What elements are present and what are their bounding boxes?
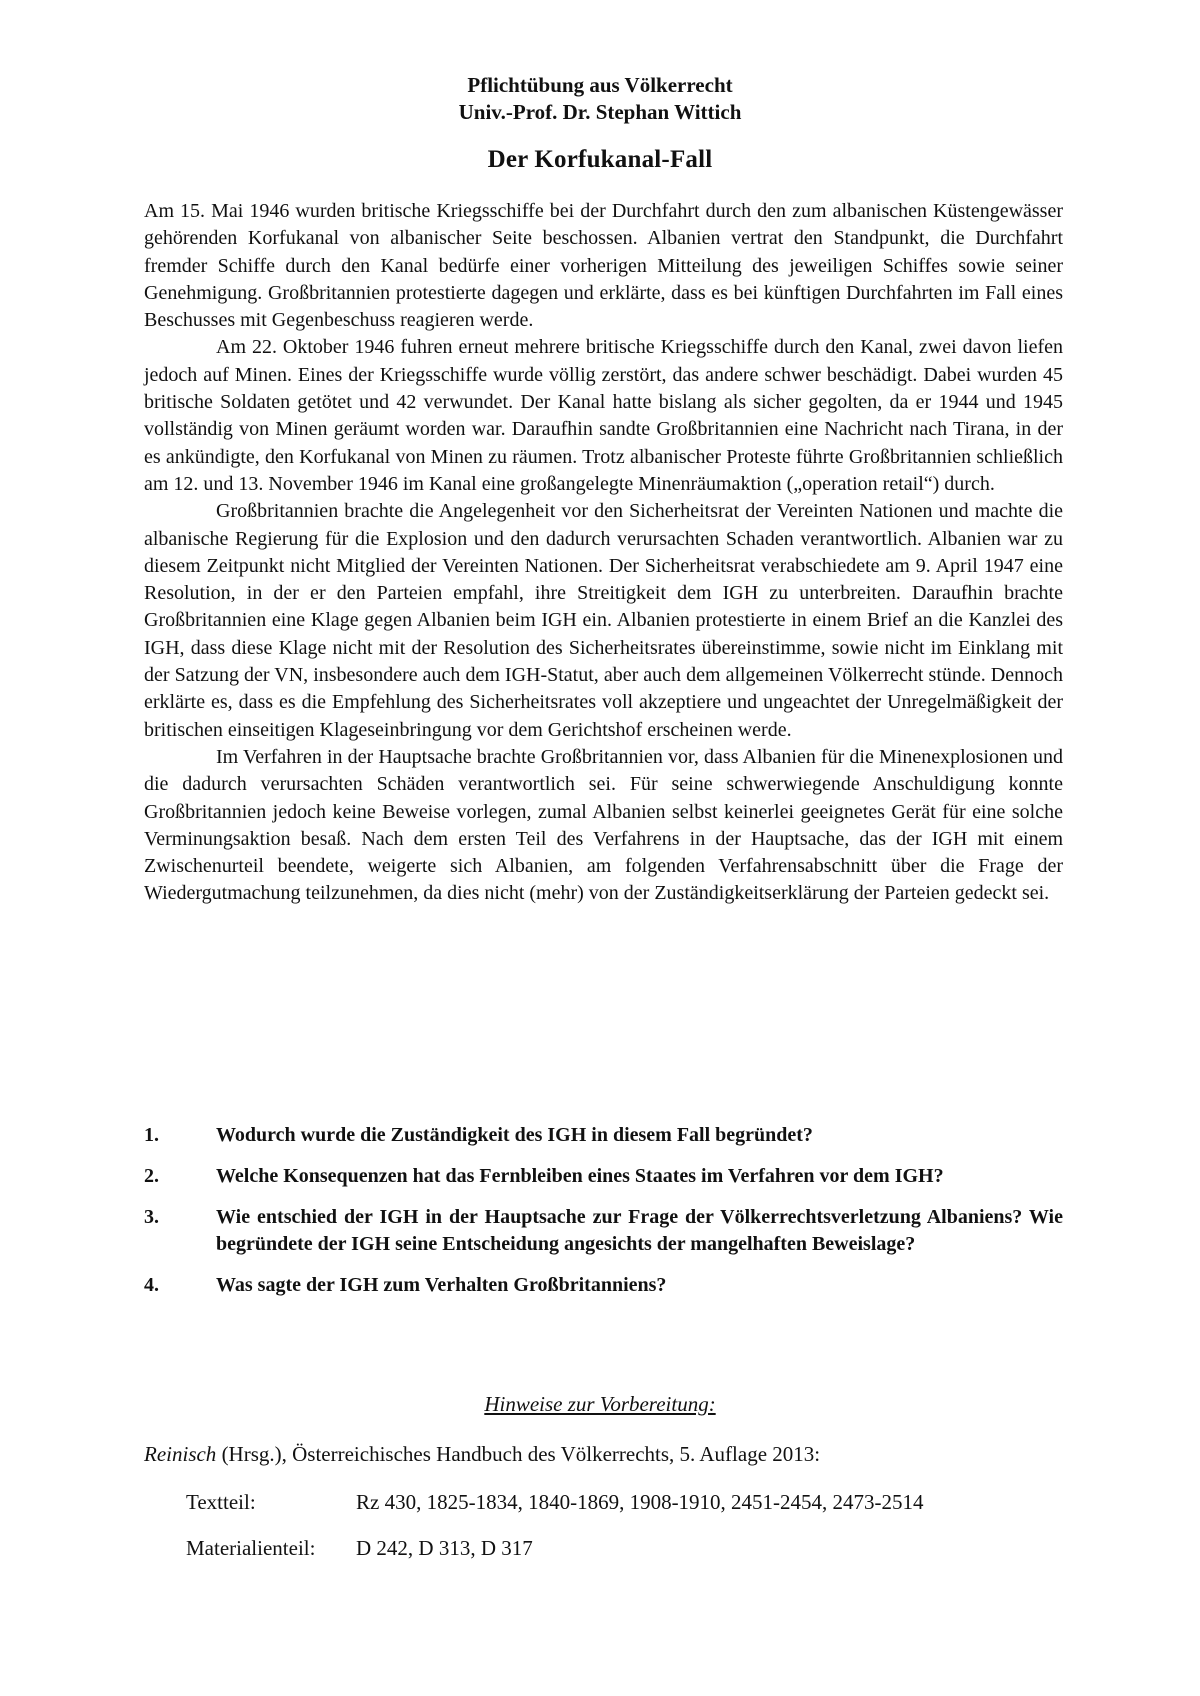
reference-row	[186, 1490, 924, 1515]
course-title: Pflichtübung aus Völkerrecht	[467, 73, 733, 97]
hints-heading: Hinweise zur Vorbereitung:	[484, 1392, 716, 1416]
question-text: Welche Konsequenzen hat das Fernbleiben eines Staates im Verfahren vor dem IGH?	[216, 1165, 944, 1187]
question-number: 4.	[144, 1274, 159, 1296]
reference-row-label: Materialienteil:	[186, 1536, 316, 1560]
case-title: Der Korfukanal-Fall	[487, 146, 713, 173]
paragraph: Großbritannien brachte die Angelegenheit vor den Sicherheitsrat der Vereinten Nationen und machte die albanische Regierung für die Explosion und den dadurch verursachten Schaden verantwortlich. Albanien war zu diesem Zeitpunkt nicht Mitglied der Vereinten Nationen. Der Sicherheitsrat verabschiedete am 9. April 1947 eine Resolution, in der er den Parteien empfahl, ihre Streitigkeit dem IGH zu unterbreiten. Daraufhin brachte Großbritannien eine Klage gegen Albanien beim IGH ein. Albanien protestierte in einem Brief an die Kanzlei des IGH, dass diese Klage nicht mit der Resolution des Sicherheitsrates übereinstimme, sowie nicht im Einklang mit der Satzung der VN, insbesondere auch dem IGH-Statut, aber auch dem allgemeinen Völkerrecht stünde. Dennoch erklärte es, dass es die Empfehlung des Sicherheitsrates voll akzeptiere und ungeachtet der Unregelmäßigkeit der britischen einseitigen Klageseinbringung vor dem Gerichtshof erscheinen werde.	[144, 500, 1063, 741]
question-text: Wie entschied der IGH in der Hauptsache zur Frage der Völkerrechtsverletzung Albaniens? Wie begründete der IGH seine Entscheidung angesichts der mangelhaften Beweislage?	[216, 1206, 1063, 1255]
question-text: Wodurch wurde die Zuständigkeit des IGH in diesem Fall begründet?	[216, 1124, 813, 1146]
paragraph: Im Verfahren in der Hauptsache brachte Großbritannien vor, dass Albanien für die Minenexplosionen und die dadurch verursachten Schäden verantwortlich sei. Für seine schwerwiegende Anschuldigung konnte Großbritannien jedoch keine Beweise vorlegen, zumal Albanien selbst keinerlei geeignetes Gerät für eine solche Verminungsaktion besaß. Nach dem ersten Teil des Verfahrens in der Hauptsache, das der IGH mit einem Zwischenurteil beendete, weigerte sich Albanien, am folgenden Verfahrensabschnitt über die Frage der Wiedergutmachung teilzunehmen, da dies nicht (mehr) von der Zuständigkeitserklärung der Parteien gedeckt sei.	[144, 745, 1063, 905]
case-description	[144, 198, 1063, 908]
reference-row-value: Rz 430, 1825-1834, 1840-1869, 1908-1910, 2451-2454, 2473-2514	[356, 1490, 924, 1514]
question-item	[144, 1122, 1063, 1149]
document-header	[0, 72, 1200, 126]
question-number: 2.	[144, 1165, 159, 1187]
reference-details: (Hrsg.), Österreichisches Handbuch des Völkerrechts, 5. Auflage 2013:	[216, 1442, 821, 1466]
reference-row-value: D 242, D 313, D 317	[356, 1536, 533, 1560]
reference-row-label: Textteil:	[186, 1490, 256, 1514]
professor-name: Univ.-Prof. Dr. Stephan Wittich	[458, 100, 742, 124]
reference-author: Reinisch	[144, 1442, 217, 1466]
question-text: Was sagte der IGH zum Verhalten Großbritanniens?	[216, 1274, 667, 1296]
question-list	[144, 1122, 1063, 1313]
question-item	[144, 1204, 1063, 1258]
paragraph: Am 22. Oktober 1946 fuhren erneut mehrere britische Kriegsschiffe durch den Kanal, zwei davon liefen jedoch auf Minen. Eines der Kriegsschiffe wurde völlig zerstört, das andere schwer beschädigt. Dabei wurden 45 britische Soldaten getötet und 42 verwundet. Der Kanal hatte bislang als sicher gegolten, da er 1944 und 1945 vollständig von Minen geräumt worden war. Daraufhin sandte Großbritannien eine Nachricht nach Tirana, in der es ankündigte, den Korfukanal von Minen zu räumen. Trotz albanischer Proteste führte Großbritannien schließlich am 12. und 13. November 1946 im Kanal eine großangelegte Minenräumaktion („operation retail“) durch.	[144, 336, 1063, 495]
question-number: 1.	[144, 1124, 159, 1146]
reference-row	[186, 1536, 533, 1561]
question-item	[144, 1272, 1063, 1299]
paragraph: Am 15. Mai 1946 wurden britische Kriegsschiffe bei der Durchfahrt durch den zum albanischen Küstengewässer gehörenden Korfukanal von albanischer Seite beschossen. Albanien vertrat den Standpunkt, die Durchfahrt fremder Schiffe durch den Kanal bedürfe einer vorherigen Mitteilung des jeweiligen Schiffes sowie seiner Genehmigung. Großbritannien protestierte dagegen und erklärte, dass es bei künftigen Durchfahrten im Fall eines Beschusses mit Gegenbeschuss reagieren werde.	[144, 200, 1063, 332]
reference-citation	[144, 1442, 820, 1467]
question-item	[144, 1163, 1063, 1190]
question-number: 3.	[144, 1206, 159, 1228]
